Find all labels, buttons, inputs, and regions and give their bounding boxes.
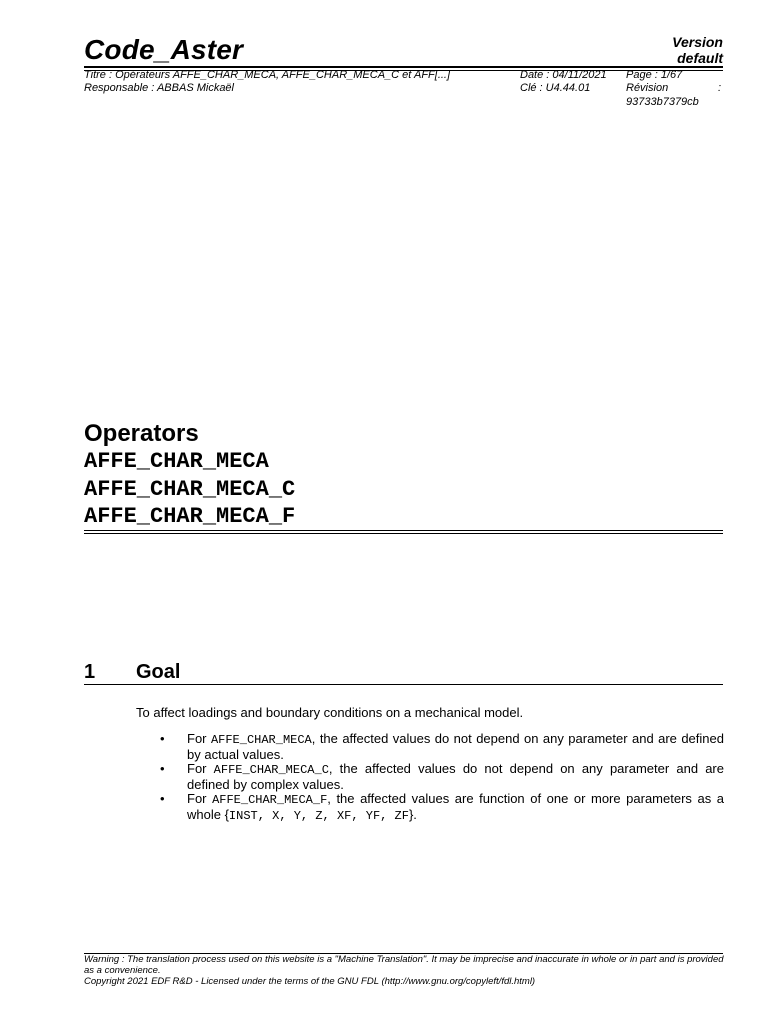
bullet-text: For bbox=[187, 791, 213, 806]
title-divider-lower bbox=[84, 533, 723, 534]
code-name: AFFE_CHAR_MECA_F bbox=[212, 793, 328, 807]
code-name: AFFE_CHAR_MECA bbox=[210, 733, 312, 747]
code-aster-logo: Code_Aster bbox=[84, 34, 244, 65]
version-line2: default bbox=[677, 50, 723, 66]
section-number: 1 bbox=[84, 661, 96, 683]
bullet-icon: • bbox=[160, 791, 165, 806]
bullet-text: }. bbox=[408, 806, 417, 822]
code-name: AFFE_CHAR_MECA_C bbox=[213, 763, 329, 777]
operator-name: AFFE_CHAR_MECA_F bbox=[84, 504, 296, 529]
revision-label: Révision bbox=[626, 82, 669, 94]
bullet-text: , the affected values do not depend on any parameter and are defined by actual values. bbox=[187, 731, 724, 762]
cle-meta: Clé : U4.44.01 bbox=[520, 82, 591, 94]
section-divider bbox=[84, 684, 723, 685]
bullet-text: , the affected values are function of one or more parameters as a whole { bbox=[187, 791, 724, 822]
footer-warning: Warning : The translation process used on this website is a "Machine Translation". It may be imprecise and inaccurate in whole or in part and is provided as a convenience. bbox=[84, 954, 724, 976]
revision-colon: : bbox=[718, 82, 722, 94]
title-divider bbox=[84, 530, 723, 531]
responsable-meta: Responsable : ABBAS Mickaël bbox=[84, 82, 234, 94]
operator-name: AFFE_CHAR_MECA_C bbox=[84, 477, 296, 502]
bullet-icon: • bbox=[160, 731, 165, 746]
bullet-text: For bbox=[187, 731, 211, 746]
footer-copyright: Copyright 2021 EDF R&D - Licensed under the terms of the GNU FDL (http://www.gnu.org/copyleft/fdl.html) bbox=[84, 976, 536, 987]
date-meta: Date : 04/11/2021 bbox=[520, 69, 607, 81]
version-label bbox=[672, 34, 723, 66]
list-item bbox=[160, 792, 724, 823]
page-meta: Page : 1/67 bbox=[626, 69, 683, 81]
bullet-text: For bbox=[187, 761, 214, 776]
list-item bbox=[160, 732, 724, 762]
bullet-text: , the affected values do not depend on any parameter and are defined by complex values. bbox=[187, 761, 724, 792]
version-line1: Version bbox=[672, 34, 723, 50]
parameter-list: INST, X, Y, Z, XF, YF, ZF bbox=[228, 808, 409, 823]
bullet-icon: • bbox=[160, 761, 165, 776]
doc-title-meta: Titre : Opérateurs AFFE_CHAR_MECA, AFFE_CHAR_MECA_C et AFF[...] bbox=[84, 69, 451, 81]
revision-value: 93733b7379cb bbox=[626, 96, 699, 108]
footer bbox=[84, 954, 724, 987]
list-item bbox=[160, 762, 724, 792]
page-title: Operators bbox=[84, 420, 199, 447]
operator-name: AFFE_CHAR_MECA bbox=[84, 449, 269, 474]
section-title: Goal bbox=[136, 661, 181, 683]
bullet-list bbox=[160, 732, 724, 823]
section-intro: To affect loadings and boundary conditions on a mechanical model. bbox=[136, 705, 524, 720]
